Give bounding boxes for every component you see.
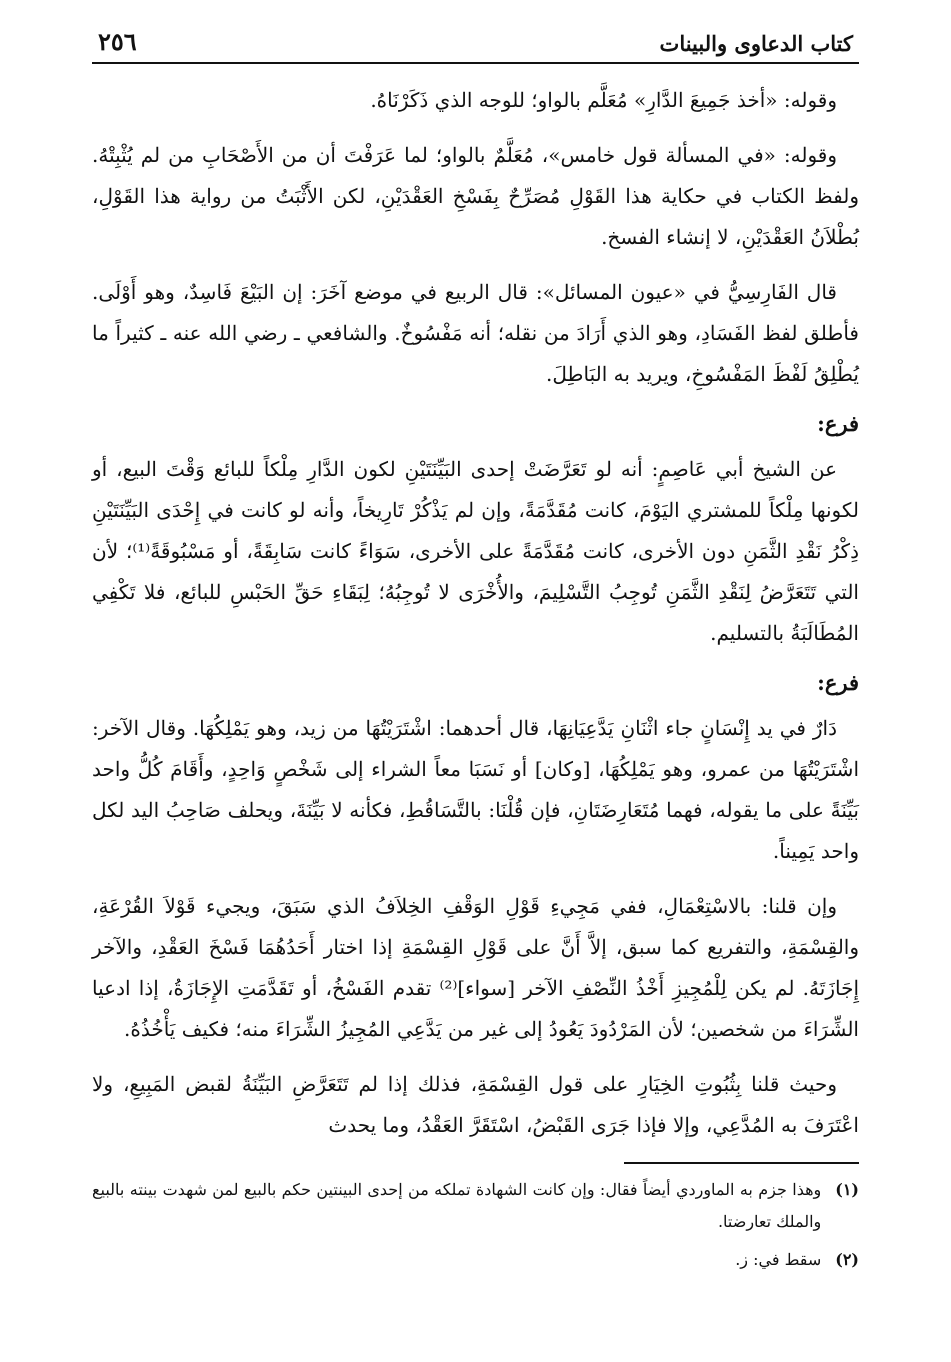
- footnote-text: سقط في: ز.: [735, 1250, 822, 1269]
- paragraph: وقوله: «أخذ جَمِيعَ الدَّارِ» مُعَلَّم بالواو؛ للوجه الذي ذَكَرْنَاهُ.: [370, 88, 837, 112]
- footnote-number: (١): [835, 1180, 859, 1199]
- footnote-rule: [624, 1162, 859, 1164]
- paragraph: دَارٌ في يد إِنْسَانٍ جاء اثْنَانِ يَدَّعِيَانِهَا، قال أحدهما: اشْتَرَيْتُهَا من زيد، وهو يَمْلِكُهَا. وقال الآخر: اشْتَرَيْتُهَا من عمرو، وهو يَمْلِكُهَا، [وكان] أو نَسَبَا معاً الشراء إلى شَخْصٍ وَاحِدٍ، وأَقَامَ كُلُّ واحد بَيِّنَةً على ما يقوله، فهما مُتَعَارِضَتَانِ، فإن قُلْنَا: بالتَّسَاقُطِ، فكأنه لا بَيِّنَةَ، ويحلف صَاحِبُ اليد لكل واحد يَمِيناً.: [92, 716, 859, 863]
- footnote: [92, 1244, 859, 1276]
- page-number: ٢٥٦: [98, 27, 137, 56]
- body-text: [92, 80, 859, 1146]
- section-heading: فرع:: [817, 670, 859, 695]
- paragraph: وحيث قلنا بِثُبُوتِ الخِيَارِ على قول القِسْمَةِ، فذلك إذا لم تَتَعَرَّضِ البَيِّنَةُ لقبض المَبِيعِ، ولا اعْتَرَفَ به المُدَّعِي، وإلا فإذا جَرَى القَبْضُ، اسْتَقَرَّ العَقْدُ، وما يحدث: [92, 1072, 859, 1137]
- running-title: كتاب الدعاوى والبينات: [659, 31, 853, 56]
- paragraph: عن الشيخ أبي عَاصِمٍ: أنه لو تَعَرَّضَتْ إحدى البَيِّنَتَيْنِ لكون الدَّارِ مِلْكاً للبائع وَقْتَ البيع، أو لكونها مِلْكاً للمشتري اليَوْمَ، كانت مُقَدَّمَةً، وإن لم يَذْكُرْ تَارِيخاً، وأنه لو كانت في إِحْدَى البَيِّنَتَيْنِ ذِكْرُ نَقْدِ الثَّمَنِ دون الأخرى، كانت مُقَدَّمَةً على الأخرى، سَوَاءً كانت سَابِقَةً، أو مَسْبُوقَةً⁽¹⁾؛ لأن التي تَتَعَرَّضُ لِنَقْدِ الثَّمَنِ تُوجِبُ التَّسْلِيمَ، والأُخْرَى لا تُوجِبُهُ؛ لِبَقَاءِ حَقِّ الحَبْسِ للبائع، فلا تَكْفِي المُطَالَبَةُ بالتسليم.: [92, 457, 859, 645]
- footnote-text: وهذا جزم به الماوردي أيضاً فقال: وإن كانت الشهادة تملكه من إحدى البينتين حكم بالبيع لمن شهدت بينته بالبيع والملك تعارضتا.: [92, 1180, 822, 1231]
- footnotes: [92, 1174, 859, 1276]
- paragraph: وإن قلنا: بالاسْتِعْمَالِ، ففي مَجِيءِ قَوْلِ الوَقْفِ الخِلاَفُ الذي سَبَقَ، ويجيء قَوْلاَ القُرْعَةِ، والقِسْمَةِ، والتفريع كما سبق، إلاَّ أَنَّ على قَوْلِ القِسْمَةِ إذا اختار أَحَدُهُمَا فَسْخَ العَقْدِ، والآخر إِجَازَتَهُ. لم يكن لِلْمُجِيزِ أَخْذُ النِّصْفِ الآخر [سواء]⁽²⁾ تقدم الفَسْخُ، أو تَقَدَّمَتِ الإِجَازَةُ، إذا ادعيا الشِّرَاءَ من شخصين؛ لأن المَرْدُودَ يَعُودُ إلى غير من يَدَّعِي المُجِيزُ الشِّرَاءَ منه؛ فكيف يَأْخُذُهُ.: [92, 894, 859, 1041]
- header-rule: [92, 62, 859, 64]
- footnote-number: (٢): [835, 1250, 859, 1269]
- section-heading: فرع:: [817, 411, 859, 436]
- paragraph: قال الفَارِسِيُّ في «عيون المسائل»: قال الربيع في موضع آخَرَ: إن البَيْعَ فَاسِدٌ، وهو أَوْلَى. فأطلق لفظ الفَسَادِ، وهو الذي أَرَادَ من نقله؛ أنه مَفْسُوخٌ. والشافعي ـ رضي الله عنه ـ كثيراً ما يُطْلِقُ لَفْظَ المَفْسُوخِ، ويريد به البَاطِلَ.: [92, 280, 859, 386]
- footnote: [92, 1174, 859, 1238]
- paragraph: وقوله: «في المسألة قول خامس»، مُعَلَّمٌ بالواو؛ لما عَرَفْتَ أن من الأَصْحَابِ من لم يُثْبِتْهُ. ولفظ الكتاب في حكاية هذا القَوْلِ مُصَرِّحٌ بِفَسْخِ العَقْدَيْنِ، لكن الأَثْبَتُ من رواية هذا القَوْلِ، بُطْلاَنُ العَقْدَيْنِ، لا إنشاء الفسخ.: [92, 143, 859, 249]
- page-header: [92, 22, 859, 56]
